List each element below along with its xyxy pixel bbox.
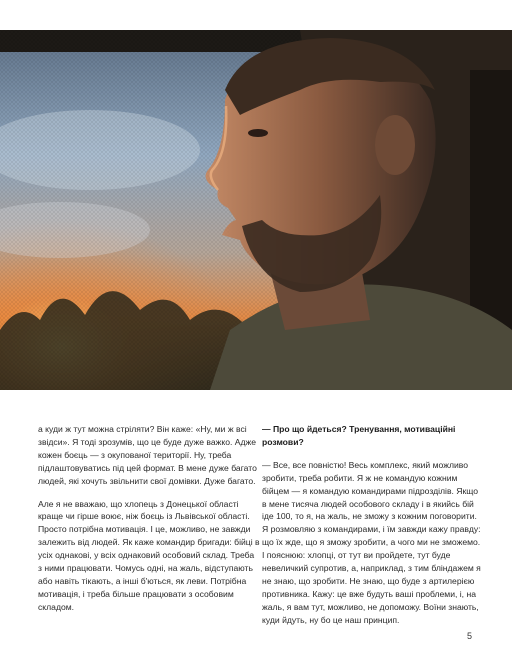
soldier-portrait-photo	[0, 30, 512, 390]
interview-question: — Про що йдеться? Тренування, мотиваційні розмови?	[262, 424, 456, 447]
page-number: 5	[466, 631, 472, 641]
portrait-illustration	[0, 30, 512, 390]
body-paragraph: а куди ж тут можна стріляти? Він каже: «Ну, ми ж всі звідси». Я тоді зрозумів, що це буде дуже важко. Адже кожен боєць — з окупованої території. Ну, треба підлаштовуватись під цей формат. В мене дуже багато людей, які хочуть звільнити свої домівки. Дуже багато.	[38, 424, 257, 486]
body-paragraph: Але я не вважаю, що хлопець з Донецької області краще чи гірше воює, ніж боєць із Львівської області. Просто потрібна мотивація. І це, можливо, не завжди залежить від людей. Як каже командир бригади: бійці в усіх однакові, у всіх однаковий особовий склад. Треба з ними працювати. Чомусь одні, на жаль, відступають або навіть тікають, а інші б'ються, як леви. Потрібна мотивація, і треба більше працювати з особовим складом.	[38, 498, 260, 612]
left-column	[38, 423, 260, 624]
right-column	[262, 423, 484, 637]
interview-answer: — Все, все повністю! Весь комплекс, який можливо зробити, треба робити. Я ж не командую кожним бійцем — я командую командирами підрозділів. Якщо в мене тисяча людей особового складу і в якийсь бій іде 100, то я, на жаль, не зможу з кожним поговорити. Я розмовляю з командирами, і їм завжди кажу правду: що їх жде, що я зможу зробити, а чого ми не зможемо. І пояснюю: хлопці, от тут ви пройдете, тут буде невеличкий супротив, а, наприклад, з тим бліндажем я не знаю, що зробити. Не знаю, що буде з артилерією противника. Кажу: це вже будуть ваші проблеми, і, на жаль, я вам тут, можливо, не допоможу. Воїни знають, куди йдуть, ну бо це наш принцип.	[262, 459, 481, 625]
